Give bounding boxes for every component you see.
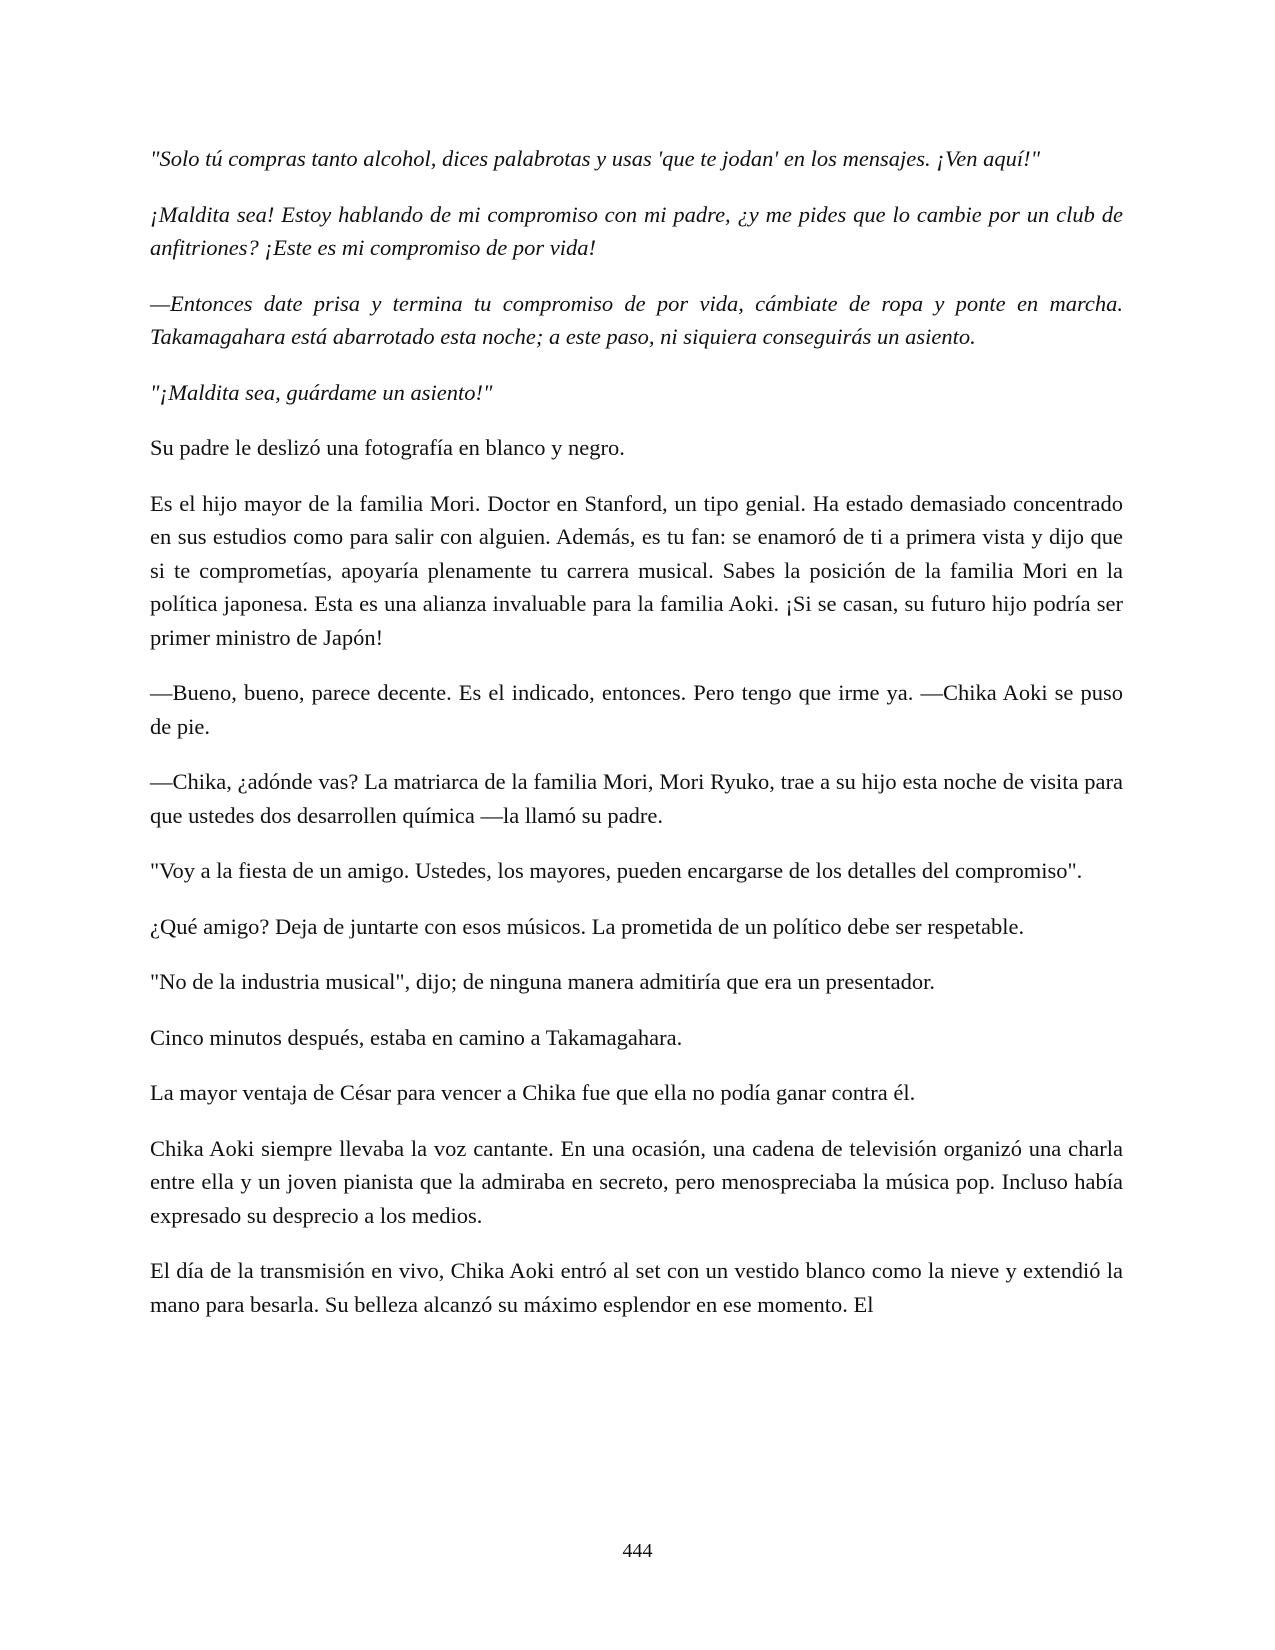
paragraph: "Solo tú compras tanto alcohol, dices palabrotas y usas 'que te jodan' en los mensajes. ¡Ven aquí!": [150, 146, 1041, 171]
paragraph: La mayor ventaja de César para vencer a Chika fue que ella no podía ganar contra él.: [150, 1080, 916, 1105]
paragraph: ¿Qué amigo? Deja de juntarte con esos músicos. La prometida de un político debe ser respetable.: [150, 913, 1025, 939]
paragraph: —Bueno, bueno, parece decente. Es el indicado, entonces. Pero tengo que irme ya. —Chika Aoki se puso de pie.: [150, 680, 1123, 739]
page-number: 444: [622, 1540, 653, 1562]
paragraph: "Voy a la fiesta de un amigo. Ustedes, los mayores, pueden encargarse de los detalles del compromiso".: [150, 858, 1083, 883]
paragraph: Cinco minutos después, estaba en camino a Takamagahara.: [150, 1024, 683, 1050]
paragraph: —Entonces date prisa y termina tu compromiso de por vida, cámbiate de ropa y ponte en marcha. Takamagahara está abarrotado esta noche; a este paso, ni siquiera conseguirás un asiento.: [150, 290, 1123, 349]
paragraph: Su padre le deslizó una fotografía en blanco y negro.: [150, 435, 625, 460]
document-body: [150, 142, 1123, 1343]
paragraph: Chika Aoki siempre llevaba la voz cantante. En una ocasión, una cadena de televisión organizó una charla entre ella y un joven pianista que la admiraba en secreto, pero menospreciaba la música pop. Incluso había expresado su desprecio a los medios.: [150, 1135, 1123, 1228]
paragraph: ¡Maldita sea! Estoy hablando de mi compromiso con mi padre, ¿y me pides que lo cambie por un club de anfitriones? ¡Este es mi compromiso de por vida!: [150, 201, 1123, 260]
paragraph: Es el hijo mayor de la familia Mori. Doctor en Stanford, un tipo genial. Ha estado demasiado concentrado en sus estudios como para salir con alguien. Además, es tu fan: se enamoró de ti a primera vista y dijo que si te comprometías, apoyaría plenamente tu carrera musical. Sabes la posición de la familia Mori en la política japonesa. Esta es una alianza invaluable para la familia Aoki. ¡Si se casan, su futuro hijo podría ser primer ministro de Japón!: [150, 490, 1123, 650]
paragraph: "¡Maldita sea, guárdame un asiento!": [150, 379, 493, 405]
paragraph: —Chika, ¿adónde vas? La matriarca de la familia Mori, Mori Ryuko, trae a su hijo esta noche de visita para que ustedes dos desarrollen química —la llamó su padre.: [150, 769, 1123, 828]
paragraph: "No de la industria musical", dijo; de ninguna manera admitiría que era un presentador.: [150, 969, 936, 994]
paragraph: El día de la transmisión en vivo, Chika Aoki entró al set con un vestido blanco como la nieve y extendió la mano para besarla. Su belleza alcanzó su máximo esplendor en ese momento. El: [150, 1258, 1123, 1317]
